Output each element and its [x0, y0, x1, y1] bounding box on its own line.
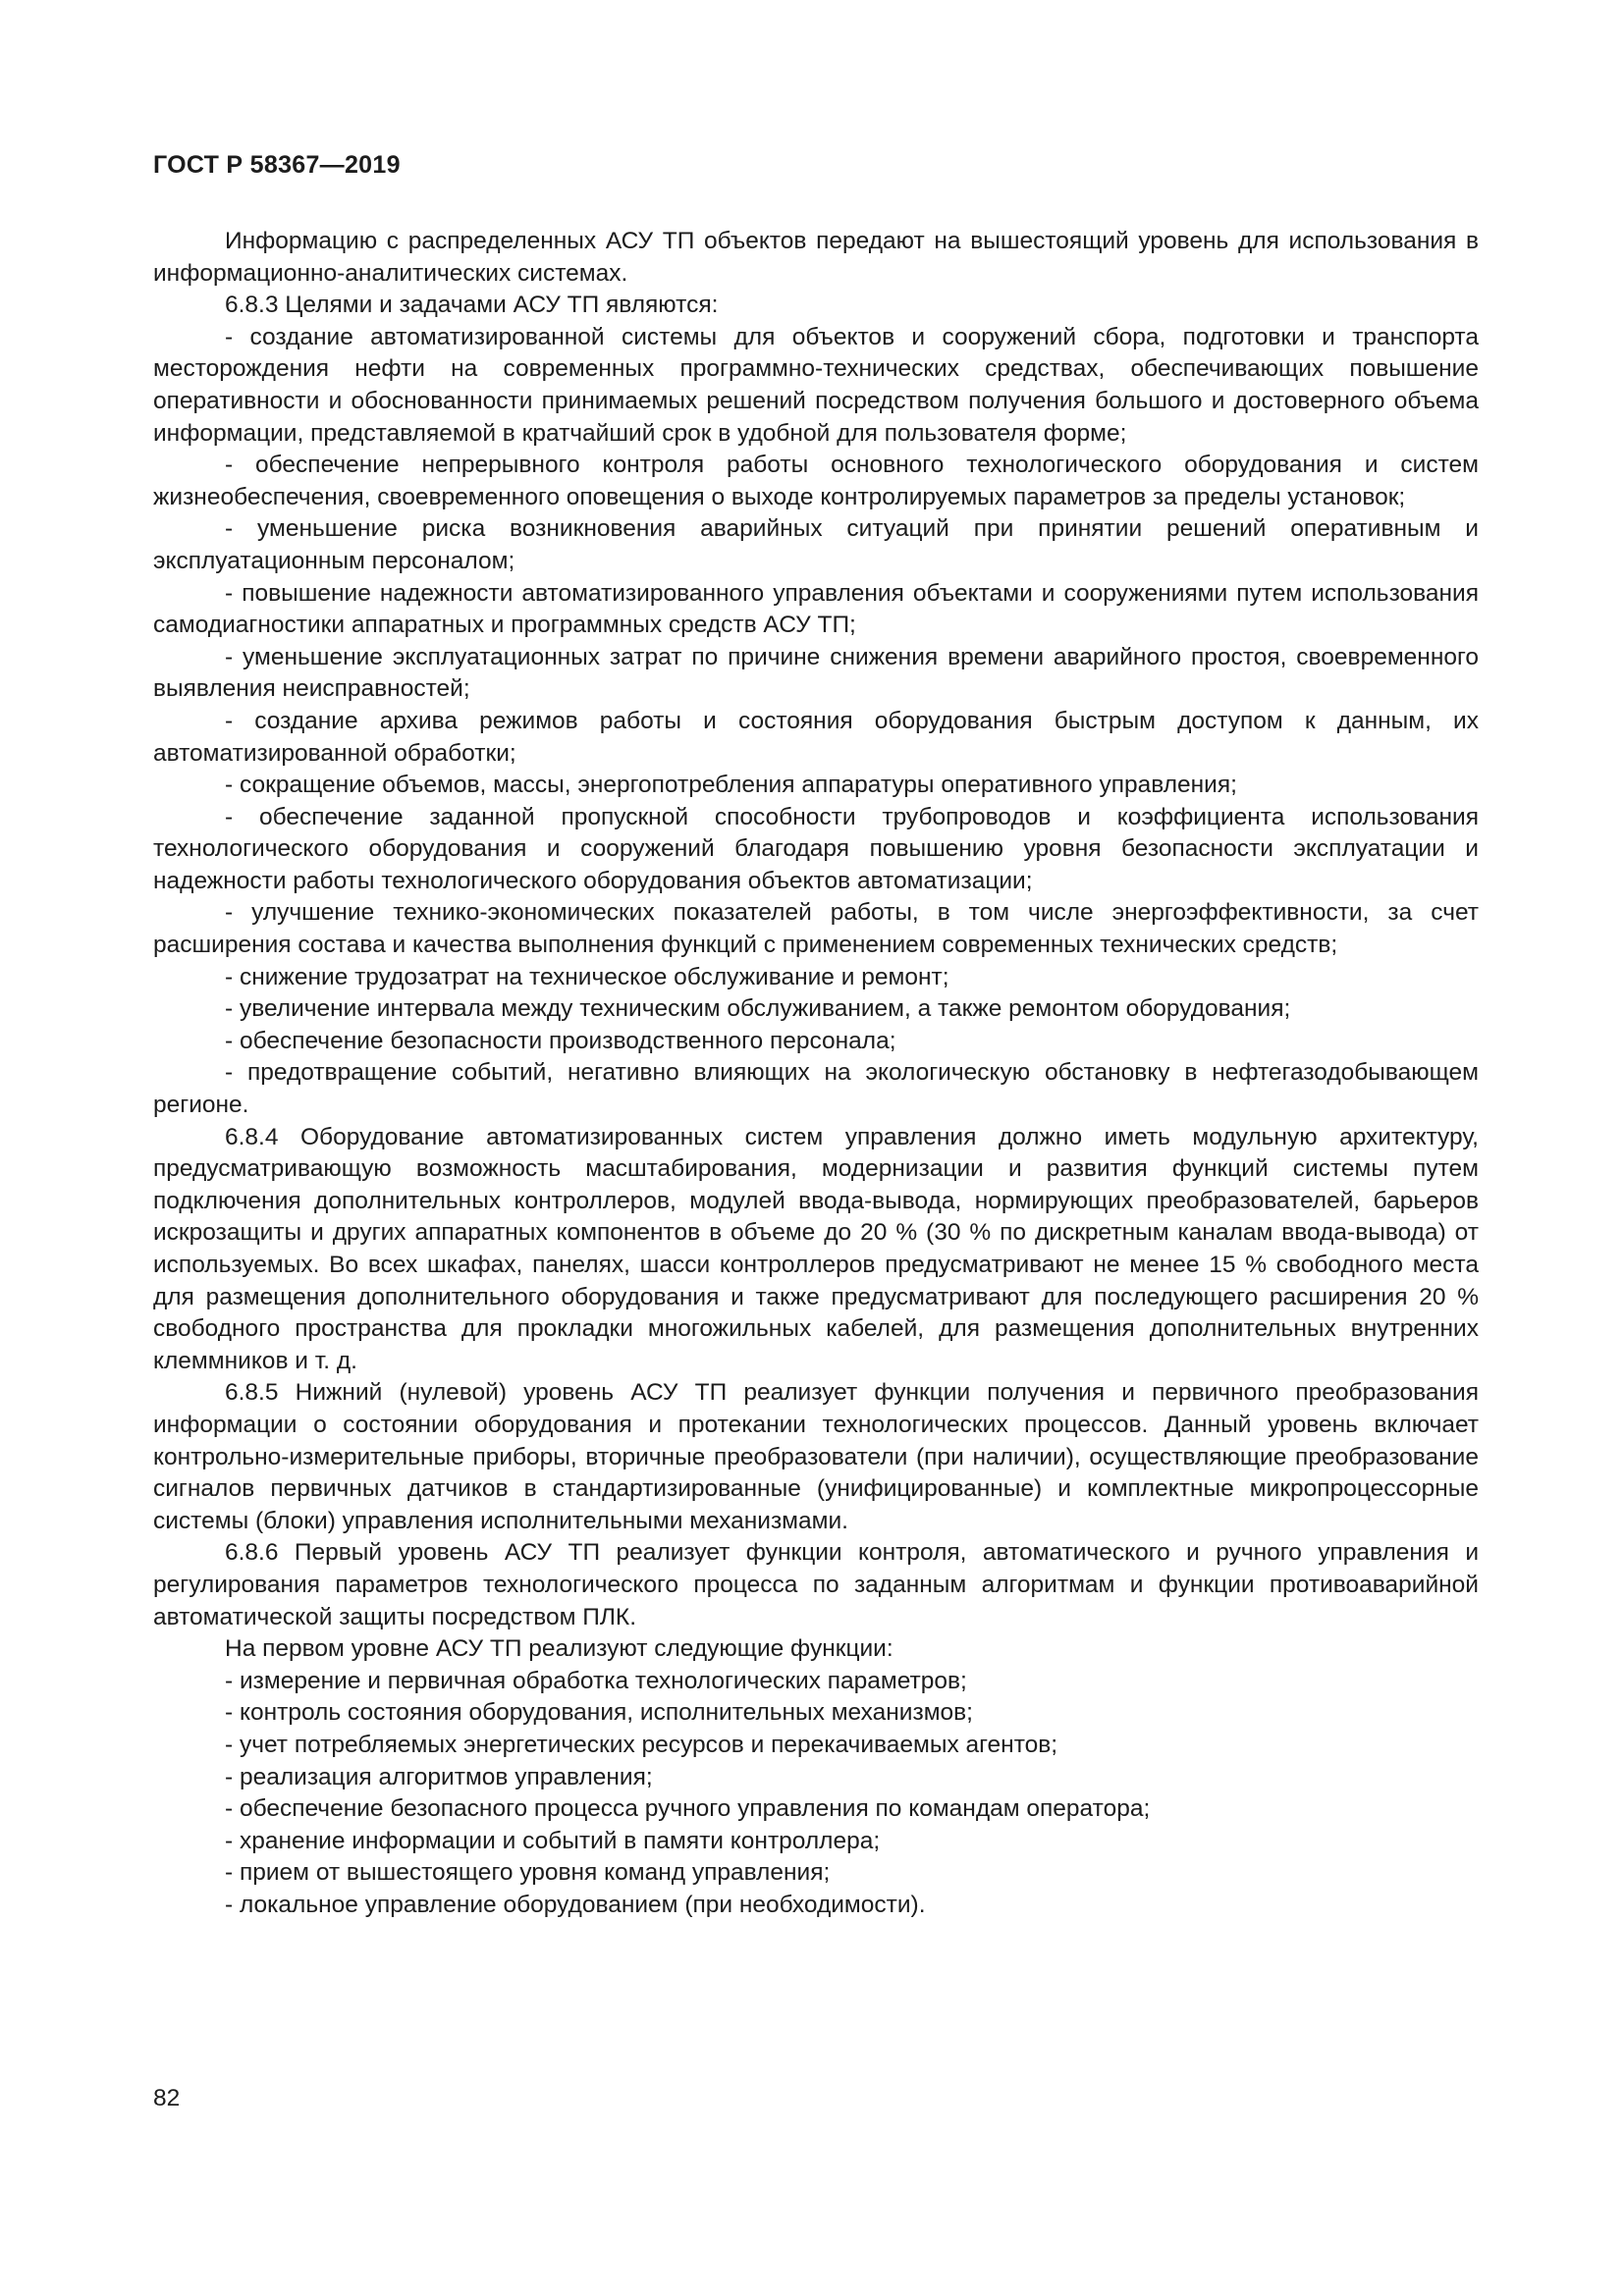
paragraph: Информацию с распределенных АСУ ТП объектов передают на вышестоящий уровень для использования в информационно-аналитических системах. [153, 228, 1479, 287]
list-item: - прием от вышестоящего уровня команд управления; [225, 1859, 831, 1887]
list-item: - учет потребляемых энергетических ресурсов и перекачиваемых агентов; [225, 1731, 1058, 1758]
paragraph: На первом уровне АСУ ТП реализуют следующие функции: [225, 1635, 893, 1663]
list-item: - обеспечение заданной пропускной способности трубопроводов и коэффициента использования технологического оборудования и сооружений благодаря повышению уровня безопасности эксплуатации и надежности работы технологического оборудования объектов автоматизации; [153, 803, 1479, 894]
list-item: - повышение надежности автоматизированного управления объектами и сооружениями путем использования самодиагностики аппаратных и программных средств АСУ ТП; [153, 579, 1479, 639]
body-text [153, 226, 1479, 1921]
section-heading-6-8-3: 6.8.3 Целями и задачами АСУ ТП являются: [225, 292, 719, 319]
list-item: - измерение и первичная обработка технологических параметров; [225, 1667, 967, 1694]
section-6-8-4: 6.8.4 Оборудование автоматизированных систем управления должно иметь модульную архитектуру, предусматривающую возможность масштабирования, модернизации и развития функций системы путем подключения дополнительных контроллеров, модулей ввода-вывода, нормирующих преобразователей, барьеров искрозащиты и других аппаратных компонентов в объеме до 20 % (30 % по дискретным каналам ввода-вывода) от используемых. Во всех шкафах, панелях, шасси контроллеров предусматривают не менее 15 % свободного места для размещения дополнительного оборудования и также предусматривают для последующего расширения 20 % свободного пространства для прокладки многожильных кабелей, для размещения дополнительных внутренних клеммников и т. д. [153, 1123, 1479, 1374]
list-item: - обеспечение безопасности производственного персонала; [225, 1027, 896, 1054]
list-item: - создание автоматизированной системы для объектов и сооружений сбора, подготовки и транспорта месторождения нефти на современных программно-технических средствах, обеспечивающих повышение оперативности и обоснованности принимаемых решений посредством получения большого и достоверного объема информации, представляемой в кратчайший срок в удобной для пользователя форме; [153, 323, 1479, 447]
list-item: - уменьшение эксплуатационных затрат по причине снижения времени аварийного простоя, своевременного выявления неисправностей; [153, 643, 1479, 703]
document-code-header: ГОСТ Р 58367—2019 [153, 151, 401, 179]
list-item: - обеспечение непрерывного контроля работы основного технологического оборудования и систем жизнеобеспечения, своевременного оповещения о выходе контролируемых параметров за пределы установок; [153, 452, 1479, 510]
list-item: - предотвращение событий, негативно влияющих на экологическую обстановку в нефтегазодобывающем регионе. [153, 1059, 1479, 1119]
list-item: - сокращение объемов, массы, энергопотребления аппаратуры оперативного управления; [225, 772, 1237, 799]
list-item: - создание архива режимов работы и состояния оборудования быстрым доступом к данным, их автоматизированной обработки; [153, 707, 1479, 767]
list-item: - реализация алгоритмов управления; [225, 1763, 653, 1790]
list-item: - хранение информации и событий в памяти контроллера; [225, 1827, 881, 1854]
list-item: - увеличение интервала между техническим обслуживанием, а также ремонтом оборудования; [225, 995, 1291, 1023]
list-item: - снижение трудозатрат на техническое обслуживание и ремонт; [225, 963, 949, 990]
list-item: - улучшение технико-экономических показателей работы, в том числе энергоэффективности, за счет расширения состава и качества выполнения функций с применением современных технических средств; [153, 899, 1479, 959]
page-number: 82 [153, 2085, 181, 2111]
section-6-8-6: 6.8.6 Первый уровень АСУ ТП реализует функции контроля, автоматического и ручного управления и регулирования параметров технологического процесса по заданным алгоритмам и функции противоаварийной автоматической защиты посредством ПЛК. [153, 1539, 1479, 1630]
list-item: - контроль состояния оборудования, исполнительных механизмов; [225, 1699, 973, 1727]
list-item: - локальное управление оборудованием (при необходимости). [225, 1891, 926, 1918]
list-item: - обеспечение безопасного процесса ручного управления по командам оператора; [225, 1795, 1151, 1823]
section-6-8-5: 6.8.5 Нижний (нулевой) уровень АСУ ТП реализует функции получения и первичного преобразования информации о состоянии оборудования и протекании технологических процессов. Данный уровень включает контрольно-измерительные приборы, вторичные преобразователи (при наличии), осуществляющие преобразование сигналов первичных датчиков в стандартизированные (унифицированные) и комплектные микропроцессорные системы (блоки) управления исполнительными механизмами. [153, 1379, 1479, 1534]
list-item: - уменьшение риска возникновения аварийных ситуаций при принятии решений оперативным и эксплуатационным персоналом; [153, 515, 1479, 574]
